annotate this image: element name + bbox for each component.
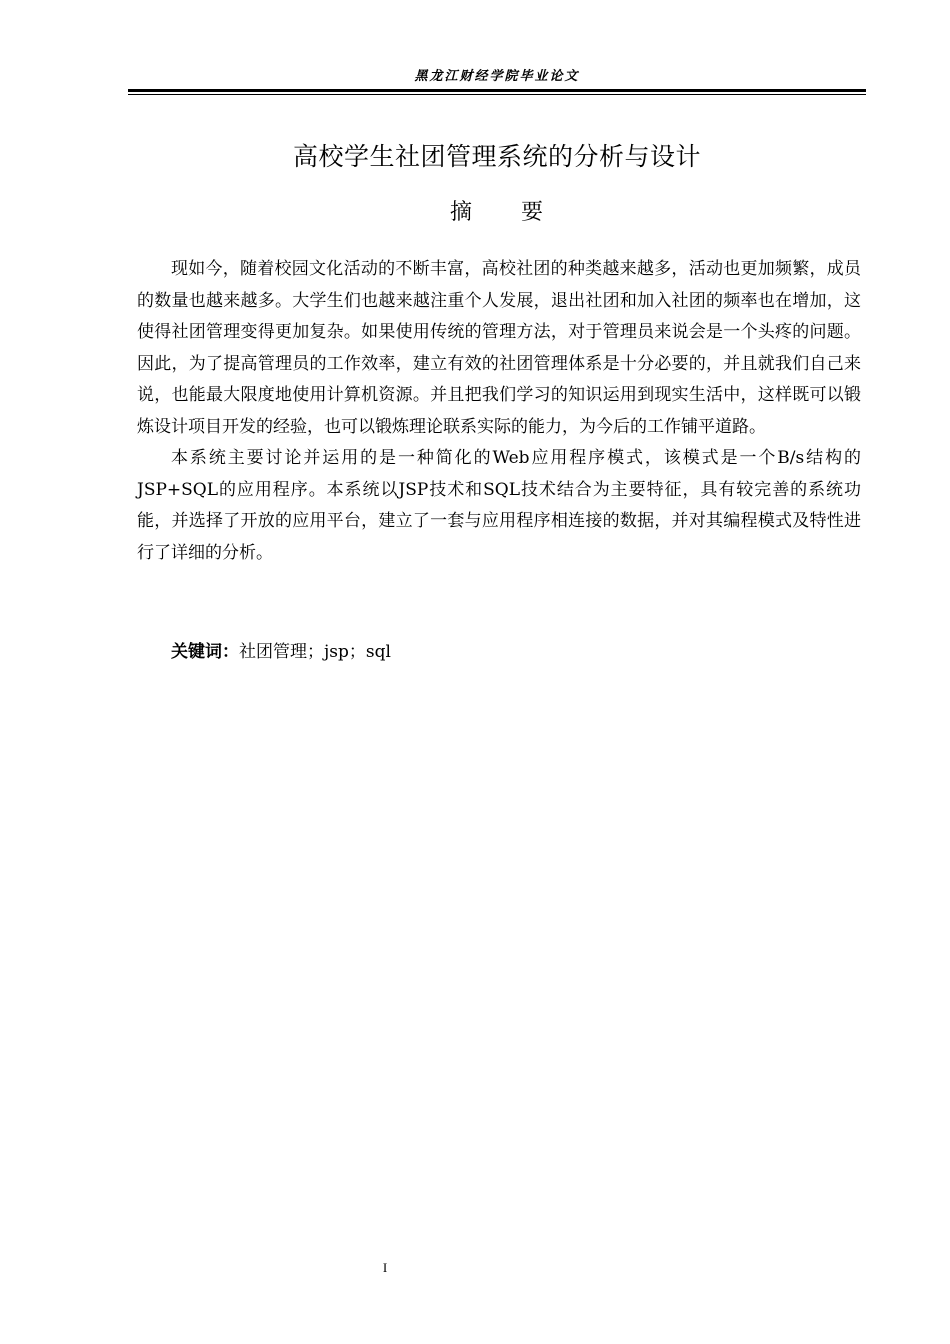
abstract-paragraph-2: 本系统主要讨论并运用的是一种简化的Web应用程序模式，该模式是一个B/s结构的JSP+SQL的应用程序。本系统以JSP技术和SQL技术结合为主要特征，具有较完善的系统功能，并选择了开放的应用平台，建立了一套与应用程序相连接的数据，并对其编程模式及特性进行了详细的分析。 <box>137 448 861 563</box>
header-rule-thick <box>128 89 866 92</box>
running-header: 黑龙江财经学院毕业论文 <box>414 69 580 84</box>
thesis-title: 高校学生社团管理系统的分析与设计 <box>292 142 701 171</box>
abstract-heading-right: 要 <box>521 200 545 225</box>
keywords-label: 关键词： <box>171 642 239 662</box>
page-number: I <box>382 1260 388 1275</box>
abstract-heading <box>128 197 866 229</box>
abstract-heading-left: 摘 <box>449 200 473 225</box>
abstract-body <box>137 254 861 569</box>
header-rule-thin <box>128 94 866 95</box>
keywords-line <box>171 637 391 667</box>
keywords-value: 社团管理；jsp；sql <box>239 642 391 662</box>
abstract-paragraph-1: 现如今，随着校园文化活动的不断丰富，高校社团的种类越来越多，活动也更加频繁，成员的数量也越来越多。大学生们也越来越注重个人发展，退出社团和加入社团的频率也在增加，这使得社团管理变得更加复杂。如果使用传统的管理方法，对于管理员来说会是一个头疼的问题。因此，为了提高管理员的工作效率，建立有效的社团管理体系是十分必要的，并且就我们自己来说，也能最大限度地使用计算机资源。并且把我们学习的知识运用到现实生活中，这样既可以锻炼设计项目开发的经验，也可以锻炼理论联系实际的能力，为今后的工作铺平道路。 <box>137 259 861 437</box>
